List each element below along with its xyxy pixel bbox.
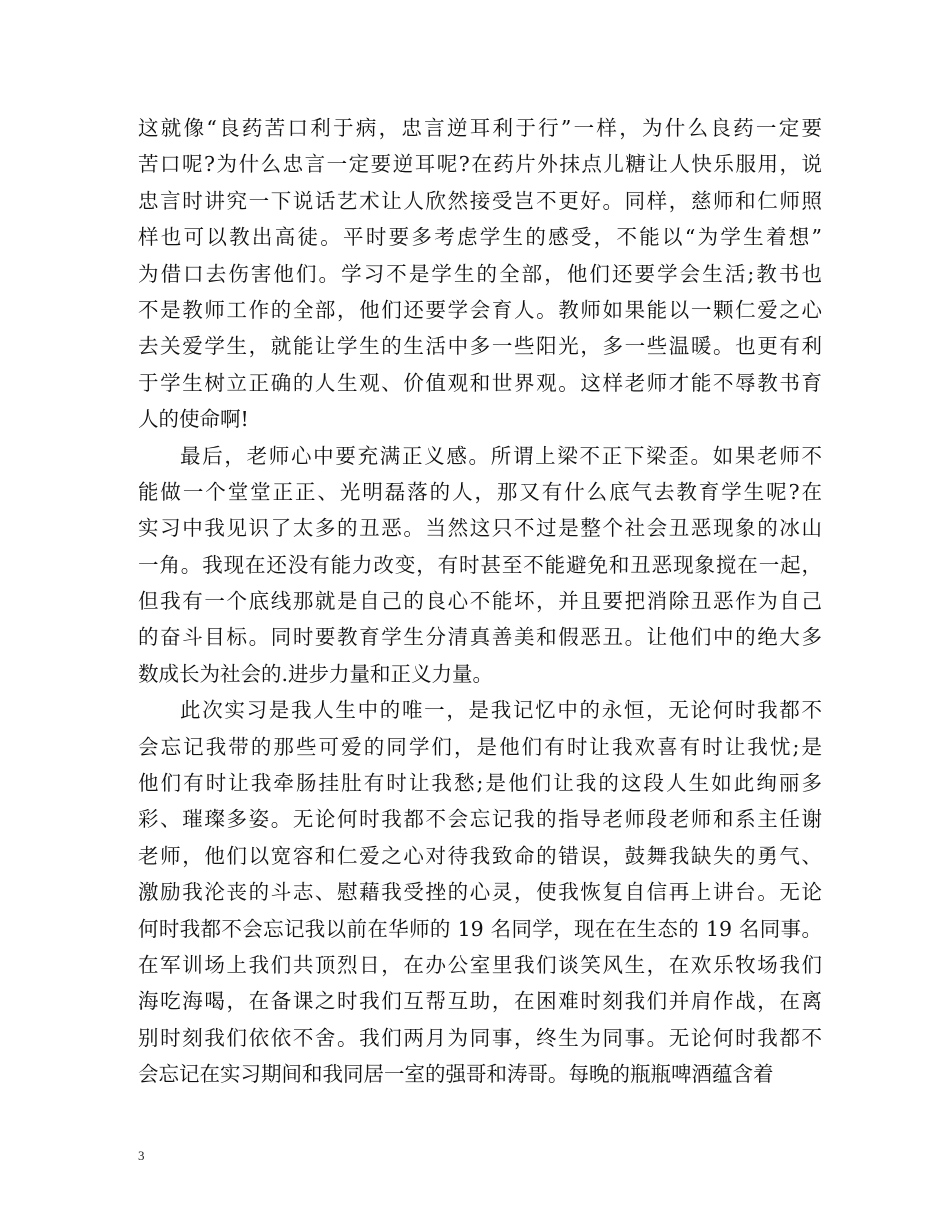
text-line: 去关爱学生，就能让学生的生活中多一些阳光，多一些温暖。也更有利	[138, 334, 822, 359]
text-line: 一角。我现在还没有能力改变，有时甚至不能避免和丑恶现象搅在一起，	[138, 552, 822, 577]
text-line: 这就像“良药苦口利于病，忠言逆耳利于行”一样，为什么良药一定要	[138, 116, 822, 140]
text-line: 忠言时讲究一下说话艺术让人欣然接受岂不更好。同样，慈师和仁师照	[138, 188, 822, 213]
text-line: 老师，他们以宽容和仁爱之心对待我致命的错误，鼓舞我缺失的勇气、	[138, 843, 822, 868]
text-line: 但我有一个底线那就是自己的良心不能坏，并且要把消除丑恶作为自己	[138, 589, 822, 614]
text-line: 于学生树立正确的人生观、价值观和世界观。这样老师才能不辱教书育	[138, 370, 822, 395]
paragraph	[138, 438, 822, 693]
text-line: 的奋斗目标。同时要教育学生分清真善美和假恶丑。让他们中的绝大多	[138, 625, 822, 650]
text-line: 为借口去伤害他们。学习不是学生的全部，他们还要学会生活;教书也	[138, 261, 822, 286]
text-line: 人的使命啊!	[138, 407, 249, 432]
text-line: 会忘记我带的那些可爱的同学们，是他们有时让我欢喜有时让我忧;是	[138, 734, 822, 759]
text-line: 别时刻我们依依不舍。我们两月为同事，终生为同事。无论何时我都不	[138, 1025, 822, 1050]
text-line: 样也可以教出高徒。平时要多考虑学生的感受，不能以“为学生着想”	[138, 225, 822, 250]
text-line: 实习中我见识了太多的丑恶。当然这只不过是整个社会丑恶现象的冰山	[138, 516, 822, 541]
paragraph	[138, 110, 822, 438]
paragraph	[138, 692, 822, 1092]
text-line: 海吃海喝，在备课之时我们互帮互助，在困难时刻我们并肩作战，在离	[138, 989, 822, 1014]
text-line: 在军训场上我们共顶烈日，在办公室里我们谈笑风生，在欢乐牧场我们	[138, 952, 822, 977]
text-line: 最后，老师心中要充满正义感。所谓上梁不正下梁歪。如果老师不	[180, 443, 822, 468]
text-line: 此次实习是我人生中的唯一，是我记忆中的永恒，无论何时我都不	[180, 698, 822, 723]
text-line: 他们有时让我牵肠挂肚有时让我愁;是他们让我的这段人生如此绚丽多	[138, 771, 822, 796]
text-line: 会忘记在实习期间和我同居一室的强哥和涛哥。每晚的瓶瓶啤酒蕴含着	[138, 1062, 774, 1087]
page-number: 3	[138, 1148, 145, 1163]
text-line: 苦口呢?为什么忠言一定要逆耳呢?在药片外抹点儿糖让人快乐服用，说	[138, 152, 822, 177]
text-line: 激励我沦丧的斗志、慰藉我受挫的心灵，使我恢复自信再上讲台。无论	[138, 880, 822, 905]
text-line: 能做一个堂堂正正、光明磊落的人，那又有什么底气去教育学生呢?在	[138, 479, 822, 504]
text-line: 何时我都不会忘记我以前在华师的 19 名同学，现在在生态的 19 名同事。	[138, 916, 822, 941]
text-line: 数成长为社会的.进步力量和正义力量。	[138, 661, 494, 686]
text-line: 彩、璀璨多姿。无论何时我都不会忘记我的指导老师段老师和系主任谢	[138, 807, 822, 832]
body-text	[138, 110, 822, 1093]
text-line: 不是教师工作的全部，他们还要学会育人。教师如果能以一颗仁爱之心	[138, 297, 822, 322]
